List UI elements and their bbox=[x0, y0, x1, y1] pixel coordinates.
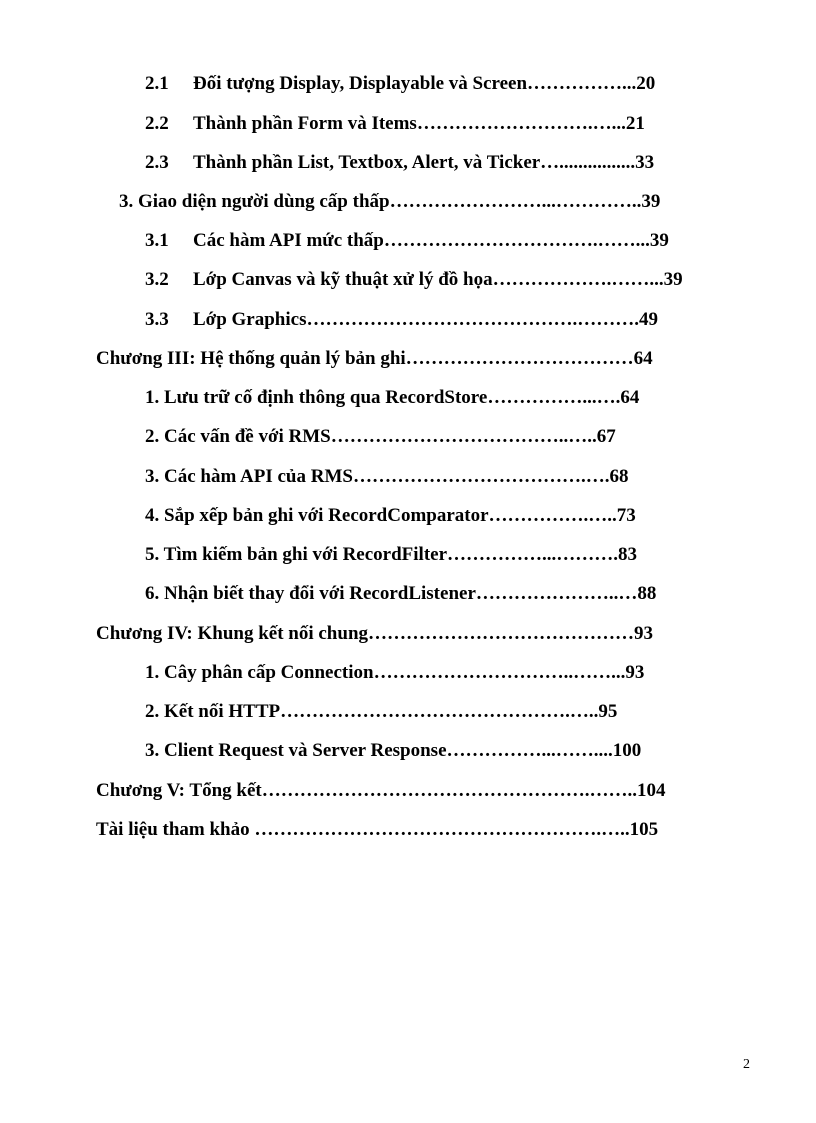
toc-entry-2-2 bbox=[145, 112, 645, 136]
toc-entry-text: Các hàm API mức thấp…………………………….……...39 bbox=[193, 230, 669, 251]
toc-entry-text: Lớp Graphics…………………………………….……….49 bbox=[193, 309, 658, 330]
toc-entry-ch3-2 bbox=[145, 425, 616, 449]
toc-entry-ch3-5 bbox=[145, 543, 637, 567]
toc-entry-ch4-3 bbox=[145, 739, 641, 763]
toc-entry-text: 1. Lưu trữ cố định thông qua RecordStore……………...….64 bbox=[145, 387, 640, 408]
toc-entry-number: 3.2 bbox=[145, 269, 169, 290]
toc-entry-number: 3.1 bbox=[145, 230, 169, 251]
toc-entry-text: Thành phần Form và Items……………………….…...21 bbox=[193, 113, 645, 134]
toc-entry-text: 5. Tìm kiếm bản ghi với RecordFilter……………...……….83 bbox=[145, 544, 638, 565]
toc-entry-text: 1. Cây phân cấp Connection…………………………..……...93 bbox=[145, 662, 645, 683]
toc-entry-text: Chương III: Hệ thống quản lý bản ghi………………………………64 bbox=[96, 348, 653, 369]
toc-entry-ch3-4 bbox=[145, 504, 636, 528]
toc-chapter-4 bbox=[96, 622, 653, 646]
toc-entry-number: 2.2 bbox=[145, 113, 169, 134]
toc-entry-2-3 bbox=[145, 151, 654, 175]
toc-entry-2-1 bbox=[145, 72, 655, 96]
toc-entry-text: Lớp Canvas và kỹ thuật xử lý đồ họa……………….……...39 bbox=[193, 269, 683, 290]
toc-entry-text: 3. Các hàm API của RMS……………………………….….68 bbox=[145, 466, 629, 487]
toc-entry-number: 3.3 bbox=[145, 309, 169, 330]
toc-chapter-3 bbox=[96, 347, 653, 371]
toc-entry-ch3-3 bbox=[145, 465, 628, 489]
toc-entry-text: Đối tượng Display, Displayable và Screen……………...20 bbox=[193, 73, 656, 94]
toc-entry-text: Thành phần List, Textbox, Alert, và Ticker…................33 bbox=[193, 152, 655, 173]
toc-entry-text: 3. Client Request và Server Response……………...……....100 bbox=[145, 740, 642, 761]
toc-references bbox=[96, 818, 658, 842]
toc-entry-text: 4. Sắp xếp bản ghi với RecordComparator…………….…..73 bbox=[145, 505, 636, 526]
toc-entry-text: Chương IV: Khung kết nối chung……………………………………93 bbox=[96, 623, 654, 644]
toc-entry-text: 6. Nhận biết thay đổi với RecordListener…………………..…88 bbox=[145, 583, 657, 604]
toc-entry-text: 2. Kết nối HTTP……………………………………….…..95 bbox=[145, 701, 618, 722]
toc-entry-ch4-2 bbox=[145, 700, 617, 724]
toc-entry-ch3-6 bbox=[145, 582, 656, 606]
toc-entry-number: 2.1 bbox=[145, 73, 169, 94]
toc-entry-text: 3. Giao diện người dùng cấp thấp……………………...…………..39 bbox=[119, 191, 661, 212]
toc-entry-3-3 bbox=[145, 308, 658, 332]
toc-entry-3-1 bbox=[145, 229, 669, 253]
toc-entry-number: 2.3 bbox=[145, 152, 169, 173]
toc-entry-text: 2. Các vấn đề với RMS………………………………..…..67 bbox=[145, 426, 616, 447]
page-number: 2 bbox=[743, 1057, 750, 1072]
toc-entry-ch3-1 bbox=[145, 386, 639, 410]
toc-entry-text: Chương V: Tổng kết…………………………………………….……..104 bbox=[96, 780, 666, 801]
toc-chapter-5 bbox=[96, 779, 665, 803]
toc-entry-3 bbox=[119, 190, 660, 214]
toc-entry-text: Tài liệu tham khảo ……………………………………………….…..105 bbox=[96, 819, 659, 840]
toc-entry-ch4-1 bbox=[145, 661, 644, 685]
toc-entry-3-2 bbox=[145, 268, 683, 292]
